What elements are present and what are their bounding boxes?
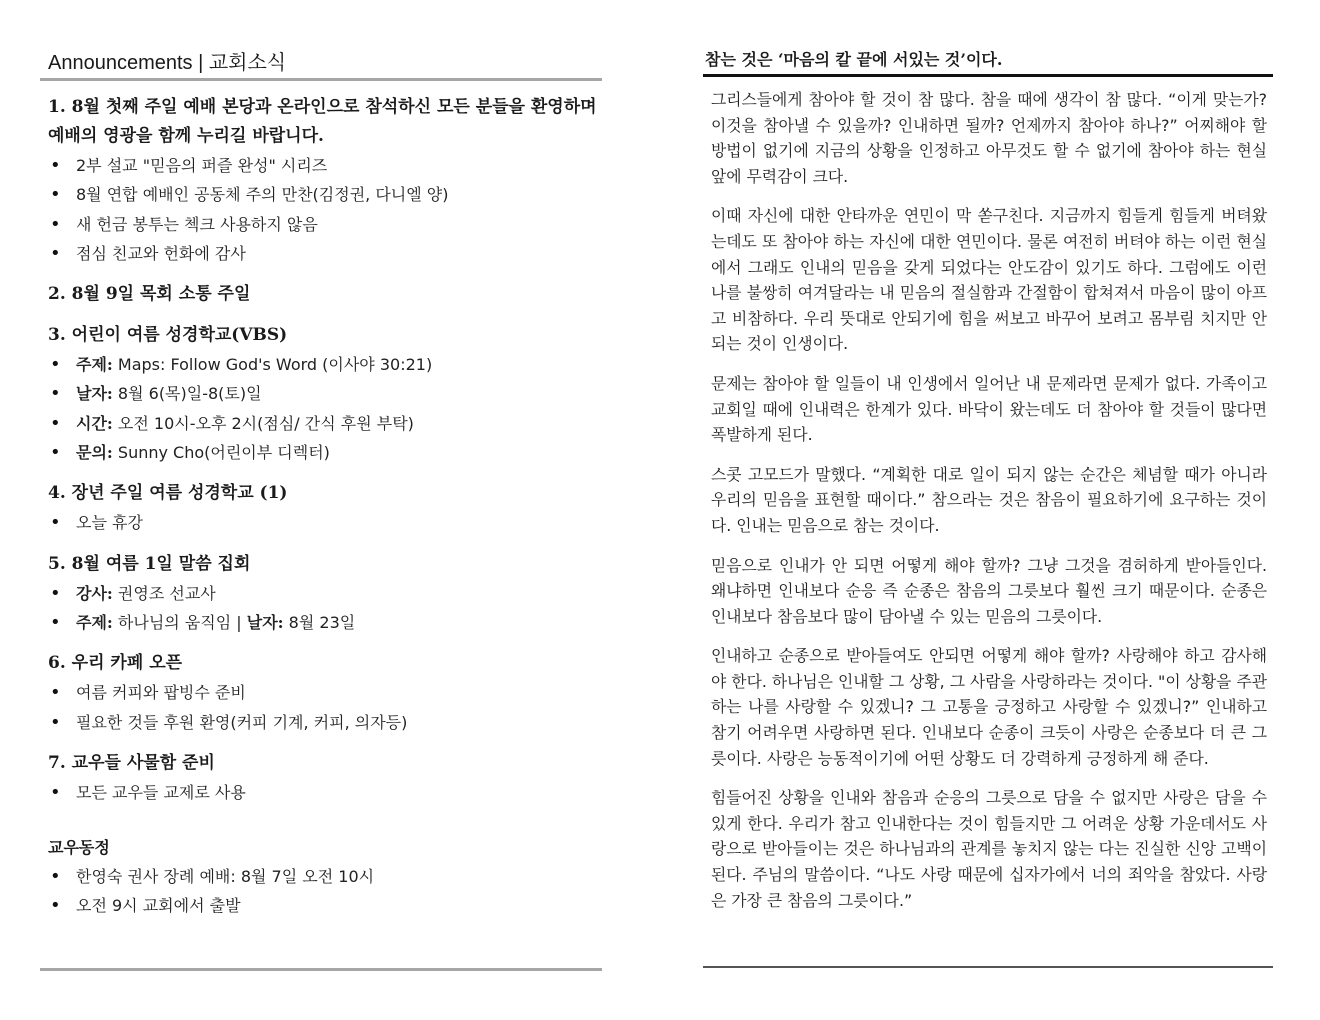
article-title: 참는 것은 ‘마음의 칼 끝에 서있는 것’이다. xyxy=(705,50,1003,69)
church-news xyxy=(40,862,602,921)
list-item: • 여름 커피와 팝빙수 준비 xyxy=(48,678,602,707)
announcement-section-1 xyxy=(40,93,602,268)
section-title: 7. 교우들 사물함 준비 xyxy=(48,752,215,773)
bullet-list xyxy=(48,862,602,921)
footer-divider-left xyxy=(40,968,602,971)
bullet-list xyxy=(48,579,602,638)
announcement-section-6 xyxy=(40,649,602,737)
list-item: • 새 헌금 봉투는 첵크 사용하지 않음 xyxy=(48,210,602,239)
article-paragraph: 그리스들에게 참아야 할 것이 참 많다. 참을 때에 생각이 참 많다. “이게 맞는가? 이것을 참아낼 수 있을까? 인내하면 될까? 언제까지 참아야 하나?” 어찌해야 할 방법이 없기에 지금의 상황을 인정하고 아무것도 할 수 없기에 참아야 하는 현실앞에 무력감이 크다. xyxy=(711,90,1267,186)
section-title: 2. 8월 9일 목회 소통 주일 xyxy=(48,284,251,305)
announcement-section-7 xyxy=(40,749,602,807)
bullet-list xyxy=(48,508,602,537)
list-item: • 모든 교우들 교제로 사용 xyxy=(48,778,602,807)
section-title: 5. 8월 여름 1일 말씀 집회 xyxy=(48,553,251,574)
footer-divider-right xyxy=(703,966,1273,968)
announcement-section-4 xyxy=(40,479,602,537)
announcement-section-3 xyxy=(40,321,602,467)
header-divider xyxy=(40,78,602,81)
church-news-title: 교우동정 xyxy=(48,838,110,858)
list-item: • 필요한 것들 후원 환영(커피 기계, 커피, 의자등) xyxy=(48,708,602,737)
section-title: 6. 우리 카페 오픈 xyxy=(48,653,183,674)
list-item: • 주제: Maps: Follow God's Word (이사야 30:21) xyxy=(48,350,602,379)
bullet-list xyxy=(48,350,602,467)
article-paragraph: 인내하고 순종으로 받아들여도 안되면 어떻게 해야 할까? 사랑해야 하고 감사해야 한다. 하나님은 인내할 그 상황, 그 사람을 사랑하라는 것이다. "이 상황을 주관하는 나를 사랑할 수 있겠니? 그 고통을 긍정하고 사랑할 수 있겠니?” 인내하고 참기 어려우면 사랑하면 된다. 인내보다 순종이 크듯이 사랑은 순종보다 더 큰 그릇이다. 사랑은 능동적이기에 어떤 상황도 더 강력하게 긍정하게 해 준다. xyxy=(711,646,1267,768)
title-divider xyxy=(703,74,1273,77)
list-item: • 오늘 휴강 xyxy=(48,508,602,537)
bullet-list xyxy=(48,151,602,268)
announcement-section-2 xyxy=(40,280,602,309)
list-item: • 8월 연합 예배인 공동체 주의 만찬(김정권, 다니엘 양) xyxy=(48,180,602,209)
article-paragraph: 스콧 고모드가 말했다. “계획한 대로 일이 되지 않는 순간은 체념할 때가 아니라 우리의 믿음을 표현할 때이다.” 참으라는 것은 참음이 필요하기에 요구하는 것이다. 인내는 믿음으로 참는 것이다. xyxy=(711,464,1267,535)
list-item: • 날자: 8월 6(목)일-8(토)일 xyxy=(48,379,602,408)
article-paragraph: 문제는 참아야 할 일들이 내 인생에서 일어난 내 문제라면 문제가 없다. 가족이고 교회일 때에 인내력은 한계가 있다. 바닥이 왔는데도 더 참아야 할 것들이 많다면 폭발하게 된다. xyxy=(711,373,1267,445)
announcement-section-5 xyxy=(40,550,602,638)
list-item: • 점심 친교와 헌화에 감사 xyxy=(48,239,602,268)
list-item: • 2부 설교 "믿음의 퍼즐 완성" 시리즈 xyxy=(48,151,602,180)
list-item: • 주제: 하나님의 움직임 | 날자: 8월 23일 xyxy=(48,608,602,637)
bullet-list xyxy=(48,778,602,807)
section-title: 4. 장년 주일 여름 성경학교 (1) xyxy=(48,483,288,504)
list-item: • 문의: Sunny Cho(어린이부 디렉터) xyxy=(48,438,602,467)
announcements-column xyxy=(40,48,602,921)
article-paragraph: 믿음으로 인내가 안 되면 어떻게 해야 할까? 그냥 그것을 겸허하게 받아들인다. 왜냐하면 인내보다 순응 즉 순종은 참음의 그릇보다 훨씬 크기 때문이다. 순종은 인내보다 참음보다 많이 담아낼 수 있는 믿음의 그릇이다. xyxy=(711,555,1267,626)
announcements-header: Announcements | 교회소식 xyxy=(48,52,287,74)
section-title: 3. 어린이 여름 성경학교(VBS) xyxy=(48,325,288,346)
bullet-list xyxy=(48,678,602,737)
list-item: • 시간: 오전 10시-오후 2시(점심/ 간식 후원 부탁) xyxy=(48,409,602,438)
list-item: • 오전 9시 교회에서 출발 xyxy=(48,891,602,920)
column-article xyxy=(703,46,1273,913)
article-paragraph: 이때 자신에 대한 안타까운 연민이 막 쏟구친다. 지금까지 힘들게 힘들게 버텨왔는데도 또 참아야 하는 자신에 대한 연민이다. 물론 여전히 버텨야 하는 이런 현실에서 그래도 인내의 믿음을 갖게 되었다는 안도감이 있기도 하다. 그럼에도 이런 나를 불쌍히 여겨달라는 내 믿음의 절실함과 간절함이 합쳐져서 마음이 많이 아프고 비참하다. 우리 뜻대로 안되기에 힘을 써보고 바꾸어 보려고 몸부림 치지만 안 되는 것이 인생이다. xyxy=(711,206,1267,354)
section-title: 1. 8월 첫째 주일 예배 본당과 온라인으로 참석하신 모든 분들을 환영하며 예배의 영광을 함께 누리길 바랍니다. xyxy=(48,97,597,146)
list-item: • 한영숙 권사 장례 예배: 8월 7일 오전 10시 xyxy=(48,862,602,891)
article-paragraph: 힘들어진 상황을 인내와 참음과 순응의 그릇으로 담을 수 없지만 사랑은 담을 수 있게 한다. 우리가 참고 인내한다는 것이 힘들지만 그 어려운 상황 가운데서도 사랑으로 받아들이는 것은 하나님과의 관계를 놓치지 않는 다는 진실한 신앙 고백이 된다. 주님의 말씀이다. “나도 사랑 때문에 십자가에서 너의 죄악을 참았다. 사랑은 가장 큰 참음의 그릇이다.” xyxy=(711,788,1267,910)
list-item: • 강사: 권영조 선교사 xyxy=(48,579,602,608)
